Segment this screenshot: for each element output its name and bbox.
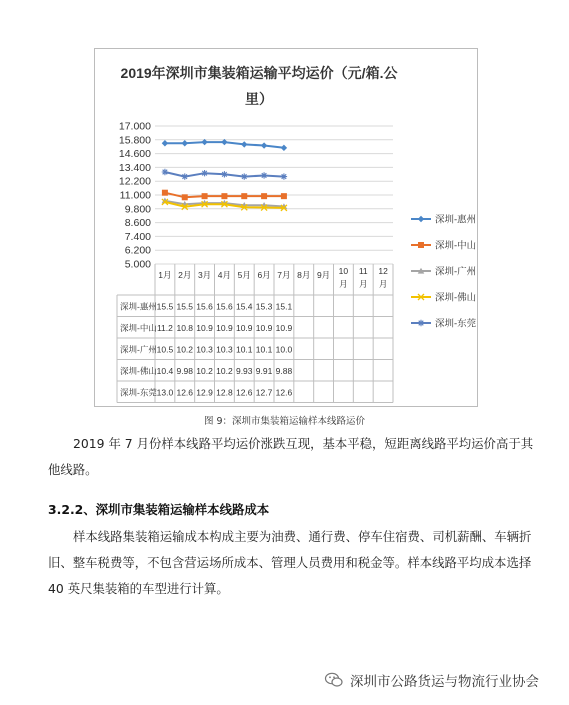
chart-title-line-2: 里）: [245, 91, 273, 107]
y-tick-label: 15.800: [118, 134, 151, 147]
y-tick-label: 17.000: [118, 120, 151, 133]
table-row-label: 深圳-佛山: [120, 365, 157, 376]
table-cell: 9.93: [235, 365, 253, 376]
table-cell: 10.1: [255, 344, 273, 355]
y-tick-label: 9.800: [124, 203, 151, 216]
table-row-label: 深圳-东莞: [120, 387, 157, 398]
table-cell: 9.98: [176, 365, 194, 376]
legend-marker: [418, 320, 424, 326]
legend-marker: [418, 242, 424, 248]
series-5: [162, 169, 287, 180]
legend-marker: [418, 216, 424, 222]
category-label: 11 月: [358, 266, 368, 289]
data-point: [162, 190, 168, 196]
category-label: 8月: [297, 270, 311, 280]
category-label: 3月: [197, 270, 212, 280]
series-group: [162, 139, 288, 211]
legend-label: 深圳-佛山: [435, 292, 477, 304]
category-label: 2月: [178, 270, 192, 280]
table-cell: 12.6: [235, 387, 253, 398]
legend-label: 深圳-东莞: [435, 318, 477, 330]
data-point: [162, 140, 168, 146]
table-row-label: 深圳-中山: [120, 322, 157, 333]
table-cell: 10.9: [235, 322, 253, 333]
category-label: 1月: [158, 270, 172, 280]
y-tick-label: 7.400: [124, 230, 151, 243]
table-cell: 13.0: [156, 387, 174, 398]
table-cell: 10.5: [156, 344, 174, 355]
table-cell: 15.3: [255, 301, 273, 312]
table-cell: 10.2: [176, 344, 194, 355]
table-cell: 10.3: [216, 344, 233, 355]
y-tick-label: 12.200: [118, 175, 151, 188]
figure-caption: 图 9：深圳市集装箱运输样本线路运价: [203, 416, 366, 427]
data-point: [182, 173, 188, 179]
legend-label: 深圳-广州: [435, 266, 477, 278]
line-chart: [95, 49, 477, 406]
table-cell: 11.2: [156, 322, 173, 333]
legend: [411, 214, 477, 330]
wechat-watermark: [324, 670, 539, 690]
legend-label: 深圳-惠州: [435, 214, 477, 226]
data-point: [241, 193, 247, 199]
table-cell: 10.0: [275, 344, 293, 355]
legend-item: [411, 318, 477, 330]
y-tick-label: 8.600: [124, 217, 151, 230]
table-cell: 12.6: [176, 387, 194, 398]
category-label: 4月: [217, 270, 232, 280]
data-point: [201, 170, 207, 176]
data-point: [261, 193, 267, 199]
data-point: [182, 194, 188, 200]
y-tick-label: 14.600: [118, 148, 151, 161]
data-point: [162, 169, 168, 175]
table-cell: 9.91: [255, 365, 273, 376]
table-cell: 15.4: [235, 301, 253, 312]
category-label: 10 月: [338, 266, 349, 289]
data-table: [117, 264, 393, 403]
data-point: [281, 193, 287, 199]
data-point: [182, 140, 188, 146]
legend-label: 深圳-中山: [435, 240, 477, 252]
table-cell: 12.9: [196, 387, 213, 398]
table-cell: 10.4: [156, 365, 174, 376]
table-cell: 15.6: [196, 301, 213, 312]
data-point: [241, 141, 247, 147]
data-point: [281, 173, 287, 179]
table-cell: 10.1: [235, 344, 253, 355]
wechat-icon: [324, 670, 344, 690]
data-point: [202, 193, 208, 199]
y-tick-label: 5.000: [124, 258, 151, 271]
category-label: 6月: [257, 270, 271, 280]
table-cell: 12.6: [275, 387, 293, 398]
paragraph-price-summary: 2019 年 7 月份样本线路平均运价涨跌互现，基本平稳，短距离线路平均运价高于其他线路。: [48, 436, 534, 477]
legend-item: [411, 266, 476, 278]
category-label: 7月: [277, 270, 291, 280]
data-point: [241, 173, 247, 179]
table-cell: 10.9: [216, 322, 233, 333]
paragraph-cost-composition: 样本线路集装箱运输成本构成主要为油费、通行费、停车住宿费、司机薪酬、车辆折旧、整车税费等，不包含营运场所成本、管理人员费用和税金等。样本线路平均成本选择 40 英尺集装箱的车型进行计算。: [48, 529, 532, 596]
table-cell: 10.2: [196, 365, 213, 376]
table-row-label: 深圳-惠州: [120, 301, 157, 312]
data-point: [261, 142, 267, 148]
data-point: [261, 172, 267, 178]
y-tick-label: 11.000: [119, 189, 151, 202]
table-cell: 10.2: [216, 365, 233, 376]
section-heading: 3.2.2、深圳市集装箱运输样本线路成本: [48, 502, 270, 517]
table-cell: 15.6: [216, 301, 233, 312]
watermark-text: 深圳市公路货运与物流行业协会: [350, 674, 539, 690]
category-label: 12 月: [378, 266, 388, 289]
chart-title-line-1: 2019年深圳市集装箱运输平均运价（元/箱.公: [120, 65, 398, 81]
table-cell: 15.1: [275, 301, 293, 312]
table-cell: 10.3: [196, 344, 213, 355]
table-cell: 9.88: [275, 365, 293, 376]
y-tick-label: 6.200: [124, 244, 151, 257]
table-cell: 12.8: [216, 387, 233, 398]
table-row-label: 深圳-广州: [120, 344, 157, 355]
data-point: [221, 193, 227, 199]
data-point: [221, 171, 227, 177]
table-cell: 10.9: [255, 322, 273, 333]
legend-item: [411, 292, 476, 304]
y-axis: [119, 121, 151, 271]
category-label: 9月: [316, 270, 331, 280]
data-point: [281, 145, 287, 151]
table-cell: 10.9: [196, 322, 213, 333]
y-tick-label: 13.400: [118, 161, 151, 174]
legend-item: [411, 214, 476, 226]
table-cell: 12.7: [255, 387, 273, 398]
table-cell: 10.8: [176, 322, 194, 333]
table-cell: 15.5: [176, 301, 194, 312]
table-cell: 15.5: [156, 301, 174, 312]
category-label: 5月: [237, 270, 251, 280]
legend-item: [411, 240, 476, 252]
series-1: [162, 139, 287, 151]
chart-container: [94, 48, 478, 407]
table-cell: 10.9: [275, 322, 293, 333]
